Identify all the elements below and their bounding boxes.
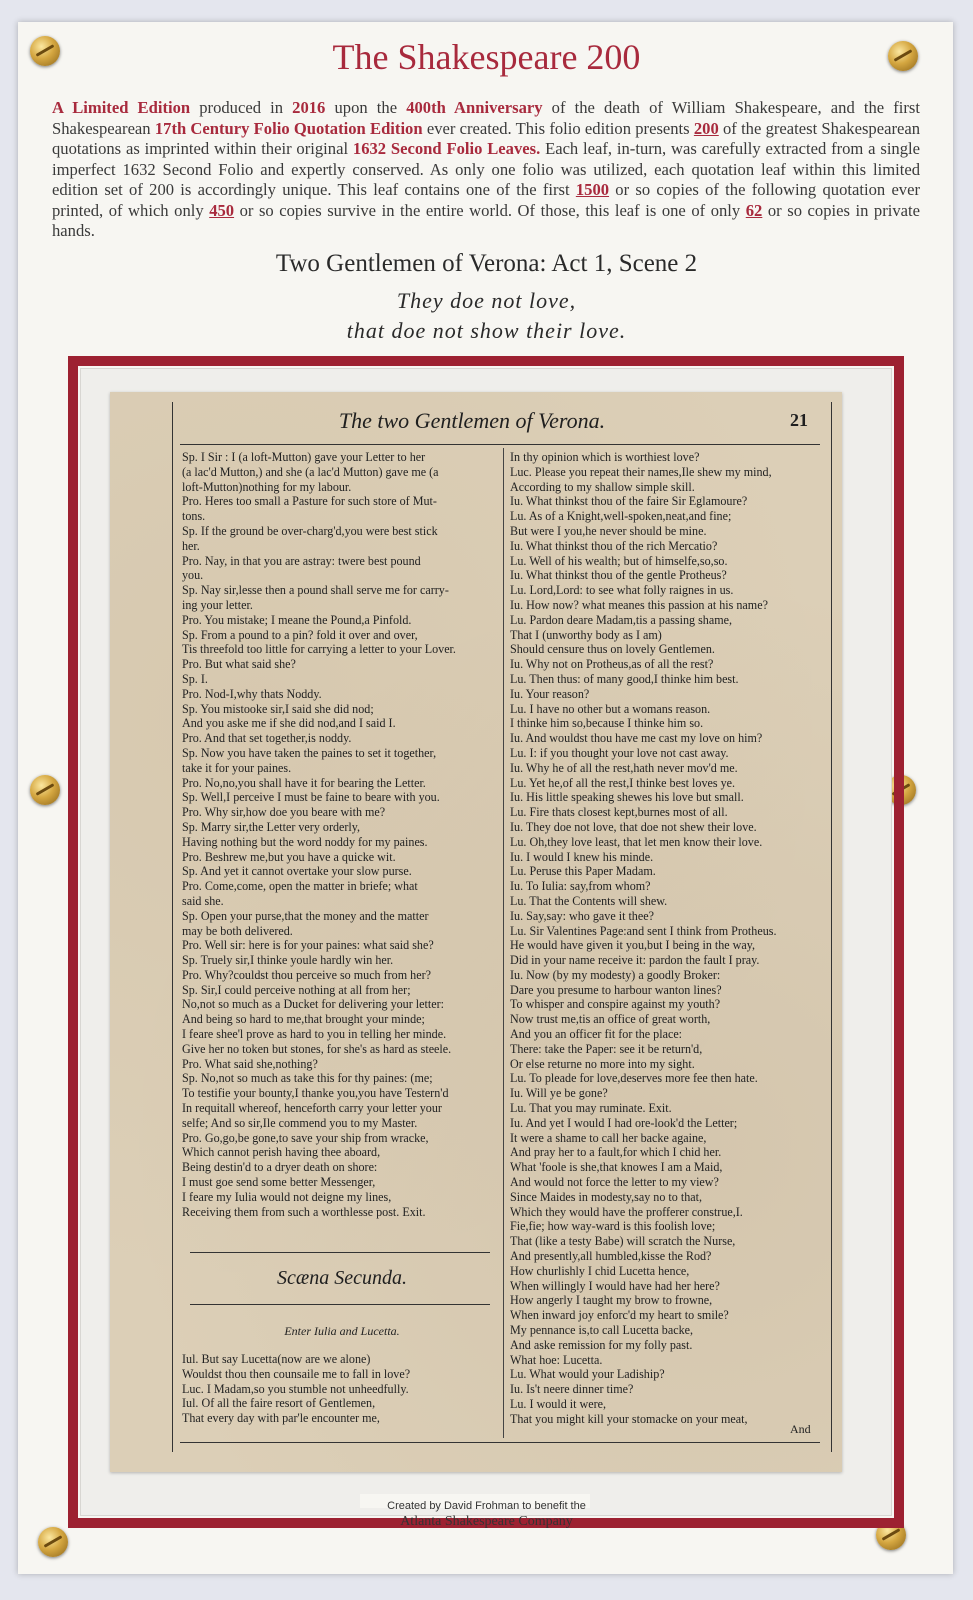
right-text-line: Or else returne no more into my sight. [510, 1056, 695, 1071]
right-text-line: How angerly I taught my brow to frowne, [510, 1293, 713, 1308]
left-text-line: selfe; And so sir,Ile commend you to my Master. [182, 1115, 418, 1130]
left-text-line: Having nothing but the word noddy for my paines. [182, 834, 428, 849]
left-text-line: Tis threefold too little for carrying a letter to your Lover. [182, 642, 456, 657]
left-text-line: Sp. I Sir : I (a loft-Mutton) gave your Letter to her [182, 450, 426, 464]
left-text-line: Pro. Why?couldst thou perceive so much from her? [182, 967, 431, 982]
right-text-line: Iu. Now (by my modesty) a goodly Broker: [510, 967, 721, 982]
left-text-line: Sp. Sir,I could perceive nothing at all from her; [182, 982, 411, 997]
left-text-line: Sp. You mistooke sir,I said she did nod; [182, 701, 374, 716]
left-text-line: Pro. Nay, in that you are astray: twere best pound [182, 553, 421, 568]
left-text-line: Pro. Beshrew me,but you have a quicke wit. [182, 849, 396, 864]
right-text-line: Lu. That you may ruminate. Exit. [510, 1101, 672, 1116]
right-text-line: My pennance is,to call Lucetta backe, [510, 1323, 694, 1338]
scene-text-line: That every day with par'le encounter me, [182, 1411, 380, 1426]
intro-text: or so copies of the following quotation ever printed, of which only [52, 180, 920, 220]
left-text-line: I feare shee'l prove as hard to you in telling her minde. [182, 1027, 447, 1042]
right-text-line: And you an officer fit for the place: [510, 1027, 683, 1042]
right-text-line: What 'foole is she,that knowes I am a Maid, [510, 1160, 723, 1175]
right-text-line: Iu. How now? what meanes this passion at his name? [510, 597, 768, 612]
left-text-line: Sp. No,not so much as take this for thy paines: (me; [182, 1071, 433, 1086]
scene-text-line: Iul. Of all the faire resort of Gentlemen, [182, 1396, 376, 1411]
right-text-line: In thy opinion which is worthiest love? [510, 450, 700, 464]
left-text-line: And being so hard to me,that brought your minde; [182, 1012, 425, 1027]
leaf-running-head: The two Gentlemen of Verona. [338, 408, 606, 433]
copies-printed-count: 1500 [575, 180, 610, 199]
right-text-line: Iu. What thinkst thou of the faire Sir Eglamoure? [510, 494, 748, 509]
year-text: 2016 [292, 98, 326, 117]
right-text-line: Lu. I would it were, [510, 1397, 607, 1411]
right-text-line: Lu. Yet he,of all the rest,I thinke best loves ye. [510, 775, 736, 790]
right-text-line: Lu. Then thus: of many good,I thinke him best. [510, 671, 739, 686]
left-text-line: her. [182, 538, 200, 553]
right-text-line: Iu. To Iulia: say,from whom? [510, 879, 651, 894]
right-text-line: Lu. Lord,Lord: to see what folly raignes in us. [510, 583, 734, 598]
right-text-line: Iu. I would I knew his minde. [510, 849, 654, 864]
right-text-line: Lu. As of a Knight,well-spoken,neat,and fine; [510, 509, 732, 524]
left-text-line: Sp. Open your purse,that the money and the matter [182, 908, 429, 923]
left-text-line: Pro. Why sir,how doe you beare with me? [182, 805, 386, 820]
header-rule [180, 444, 820, 445]
scene-text-line: Wouldst thou then counsaile me to fall in love? [182, 1366, 411, 1381]
right-text-line: Did in your name receive it: pardon the fault I pray. [510, 953, 760, 968]
right-text-line: Since Maides in modesty,say no to that, [510, 1189, 703, 1204]
left-text-line: loft-Mutton)nothing for my labour. [182, 479, 352, 494]
leaf-page-number: 21 [790, 410, 808, 430]
right-text-line: And would not force the letter to my view? [510, 1175, 719, 1190]
right-text-line: There: take the Paper: see it be return'd, [510, 1041, 703, 1056]
right-text-line: That I (unworthy body as I am) [510, 627, 662, 642]
intro-paragraph [52, 98, 920, 242]
quote-line-2: that doe not show their love. [346, 318, 627, 343]
intro-text: or so copies survive in the entire world. Of those, this leaf is one of only [234, 200, 746, 220]
left-text-line: Pro. Heres too small a Pasture for such store of Mut- [182, 494, 437, 509]
right-text-line: Lu. Pardon deare Madam,tis a passing shame, [510, 612, 732, 627]
right-text-line: Lu. Sir Valentines Page:and sent I think from Protheus. [510, 923, 777, 938]
intro-text: upon the [325, 98, 407, 117]
left-text-line: Sp. Marry sir,the Letter very orderly, [182, 819, 361, 834]
right-text-line: Iu. Why not on Protheus,as of all the rest? [510, 657, 714, 672]
left-text-line: Pro. Go,go,be gone,to save your ship from wracke, [182, 1130, 429, 1145]
intro-text: ever created. This folio edition presents [422, 118, 694, 138]
intro-text: Each leaf, in-turn, was carefully extracted from a single imperfect 1632 Second Folio and expertly conserved. As only one folio was utilized, each quotation leaf within this limited edition set of 200 is accordingly unique. This leaf contains one of the first [52, 139, 921, 199]
catchword: And [790, 1422, 811, 1436]
left-text-line: To testifie your bounty,I thanke you,you have Testern'd [182, 1086, 449, 1101]
right-text-line: Iu. Why he of all the rest,hath never mov'd me. [510, 760, 738, 775]
right-text-line: Iu. Your reason? [510, 686, 590, 701]
quotation-count: 200 [693, 118, 719, 138]
left-text-line: Which cannot perish having thee aboard, [182, 1145, 381, 1160]
left-text-line: I must goe send some better Messenger, [182, 1175, 376, 1190]
right-text-line: When willingly I would have had her here? [510, 1278, 720, 1293]
featured-quote [0, 286, 973, 346]
stage-direction: Enter Iulia and Lucetta. [284, 1324, 400, 1338]
left-text-line: Being destin'd to a dryer death on shore: [182, 1160, 378, 1175]
right-text-line: Luc. Please you repeat their names,Ile shew my mind, [510, 464, 772, 479]
right-text-line: And presently,all humbled,kisse the Rod? [510, 1249, 712, 1264]
quote-line-1: They doe not love, [396, 288, 577, 313]
left-text-line: Give her no token but stones, for she's as hard as steele. [182, 1041, 452, 1056]
left-text-line: Sp. If the ground be over-charg'd,you were best stick [182, 523, 438, 538]
right-text-line: And pray her to a fault,for which I chid her. [510, 1145, 722, 1160]
copies-surviving-count: 450 [209, 200, 235, 220]
page-title: The Shakespeare 200 [332, 37, 641, 77]
left-text-line: tons. [182, 509, 206, 524]
left-text-line: In requitall whereof, henceforth carry your letter your [182, 1101, 442, 1116]
left-text-column [182, 450, 502, 1219]
right-text-line: Should censure thus on lovely Gentlemen. [510, 642, 715, 657]
right-text-line: Lu. I: if you thought your love not cast away. [510, 745, 729, 760]
right-text-line: How churlishly I chid Lucetta hence, [510, 1263, 690, 1278]
left-text-line: I feare my Iulia would not deigne my lines, [182, 1189, 392, 1204]
left-text-line: Sp. Nay sir,lesse then a pound shall serve me for carry- [182, 583, 449, 598]
anniversary-text: 400th Anniversary [406, 98, 543, 117]
right-text-line: Iu. And yet I would I had ore-look'd the Letter; [510, 1115, 738, 1130]
right-text-line: Lu. That the Contents will shew. [510, 893, 668, 908]
right-text-column [510, 450, 822, 1427]
column-rule [503, 448, 504, 1438]
left-text-line: Sp. Truely sir,I thinke youle hardly win her. [182, 953, 394, 968]
left-text-line: you. [182, 568, 204, 583]
right-text-line: Iu. Say,say: who gave it thee? [510, 908, 654, 923]
left-text-line: No,not so much as a Ducket for delivering your letter: [182, 997, 444, 1012]
right-text-line: But were I you,he never should be mine. [510, 523, 707, 538]
right-text-line: I thinke him so,because I thinke him so. [510, 716, 704, 731]
scene-text-line: Iul. But say Lucetta(now are we alone) [182, 1352, 371, 1366]
scene-text-column [182, 1352, 502, 1426]
right-text-line: Lu. Well of his wealth; but of himselfe,so,so. [510, 553, 728, 568]
left-text-line: Receiving them from such a worthlesse post. Exit. [182, 1204, 426, 1219]
left-text-line: ing your letter. [182, 597, 253, 612]
right-text-line: And aske remission for my folly past. [510, 1337, 693, 1352]
scene-text-line: Luc. I Madam,so you stumble not unheedfully. [182, 1381, 409, 1396]
credit-line: Created by David Frohman to benefit the [387, 1500, 586, 1512]
beneficiary-name: Atlanta Shakespeare Company [400, 1514, 573, 1529]
intro-text: of the death of William Shakespeare, and the first Shakespearean [52, 98, 920, 138]
right-text-line: Fie,fie; how way-ward is this foolish love; [510, 1219, 716, 1234]
left-text-line: Sp. And yet it cannot overtake your slow purse. [182, 864, 412, 879]
left-text-line: said she. [182, 893, 224, 908]
left-text-line: Sp. Now you have taken the paines to set it together, [182, 745, 437, 760]
right-text-line: Lu. What would your Ladiship? [510, 1367, 665, 1382]
right-text-line: That you might kill your stomacke on your meat, [510, 1411, 748, 1426]
right-text-line: Lu. Fire thats closest kept,burnes most of all. [510, 805, 728, 820]
left-text-line: take it for your paines. [182, 760, 292, 775]
right-text-line: Lu. I have no other but a womans reason. [510, 701, 711, 716]
left-text-line: Pro. Come,come, open the matter in briefe; what [182, 879, 418, 894]
left-text-line: Pro. Well sir: here is for your paines: what said she? [182, 938, 434, 953]
left-text-line: Pro. Nod-I,why thats Noddy. [182, 686, 322, 701]
right-text-line: Dare you presume to harbour wanton lines? [510, 982, 722, 997]
folio-leaf [110, 392, 842, 1472]
left-text-line: may be both delivered. [182, 923, 293, 938]
bottom-rule [180, 1442, 820, 1443]
left-text-line: Pro. What said she,nothing? [182, 1056, 318, 1071]
right-text-line: Lu. Oh,they love least, that let men know their love. [510, 834, 763, 849]
brass-screw-bottom-left [38, 1527, 68, 1557]
right-text-line: What hoe: Lucetta. [510, 1352, 603, 1367]
right-text-line: It were a shame to call her backe againe, [510, 1130, 707, 1145]
right-text-line: Which they would have the profferer construe,I. [510, 1204, 743, 1219]
right-text-line: To whisper and conspire against my youth? [510, 997, 721, 1012]
left-text-line: And you aske me if she did nod,and I said I. [182, 716, 396, 731]
right-text-line: Iu. What thinkst thou of the gentle Protheus? [510, 568, 727, 583]
intro-text: of the greatest Shakespearean quotations as imprinted within their original [52, 118, 921, 158]
left-text-line: Sp. From a pound to a pin? fold it over and over, [182, 627, 418, 642]
scene-title: Scæna Secunda. [277, 1267, 407, 1289]
right-text-line: Iu. Is't neere dinner time? [510, 1382, 634, 1397]
right-text-line: According to my shallow simple skill. [510, 479, 695, 494]
left-text-line: Pro. And that set together,is noddy. [182, 731, 352, 746]
left-text-line: Pro. You mistake; I meane the Pound,a Pinfold. [182, 612, 412, 627]
scene-rule-top [190, 1252, 490, 1253]
intro-text: produced in [190, 98, 293, 117]
right-text-line: Iu. They doe not love, that doe not shew their love. [510, 819, 757, 834]
right-text-line: Now trust me,tis an office of great worth, [510, 1012, 711, 1027]
right-text-line: Iu. Will ye be gone? [510, 1086, 608, 1101]
intro-text: or so copies in private hands. [52, 200, 920, 240]
brass-screw-mid-left [30, 775, 60, 805]
left-text-line: Pro. No,no,you shall have it for bearing the Letter. [182, 775, 426, 790]
play-heading: Two Gentlemen of Verona: Act 1, Scene 2 [275, 250, 698, 277]
right-text-line: Iu. His little speaking shewes his love but small. [510, 790, 744, 805]
copies-private-count: 62 [745, 200, 763, 220]
right-text-line: That (like a testy Babe) will scratch the Nurse, [510, 1234, 736, 1249]
left-text-line: Sp. I. [182, 671, 208, 686]
folio-leaves-text: 1632 Second Folio Leaves. [352, 139, 541, 158]
edition-name-text: 17th Century Folio Quotation Edition [154, 118, 423, 138]
left-text-line: Sp. Well,I perceive I must be faine to beare with you. [182, 790, 440, 805]
right-text-line: He would have given it you,but I being in the way, [510, 938, 756, 953]
right-text-line: Iu. What thinkst thou of the rich Mercatio? [510, 538, 718, 553]
limited-edition-text: A Limited Edition [52, 98, 191, 117]
left-text-line: (a lac'd Mutton,) and she (a lac'd Mutton) gave me (a [182, 464, 439, 479]
scene-rule-bottom [190, 1304, 490, 1305]
right-text-line: Lu. To pleade for love,deserves more fee then hate. [510, 1071, 758, 1086]
left-text-line: Pro. But what said she? [182, 657, 296, 672]
right-text-line: Lu. Peruse this Paper Madam. [510, 864, 656, 879]
right-text-line: Iu. And wouldst thou have me cast my love on him? [510, 731, 763, 746]
right-text-line: When inward joy enforc'd my heart to smile? [510, 1308, 729, 1323]
